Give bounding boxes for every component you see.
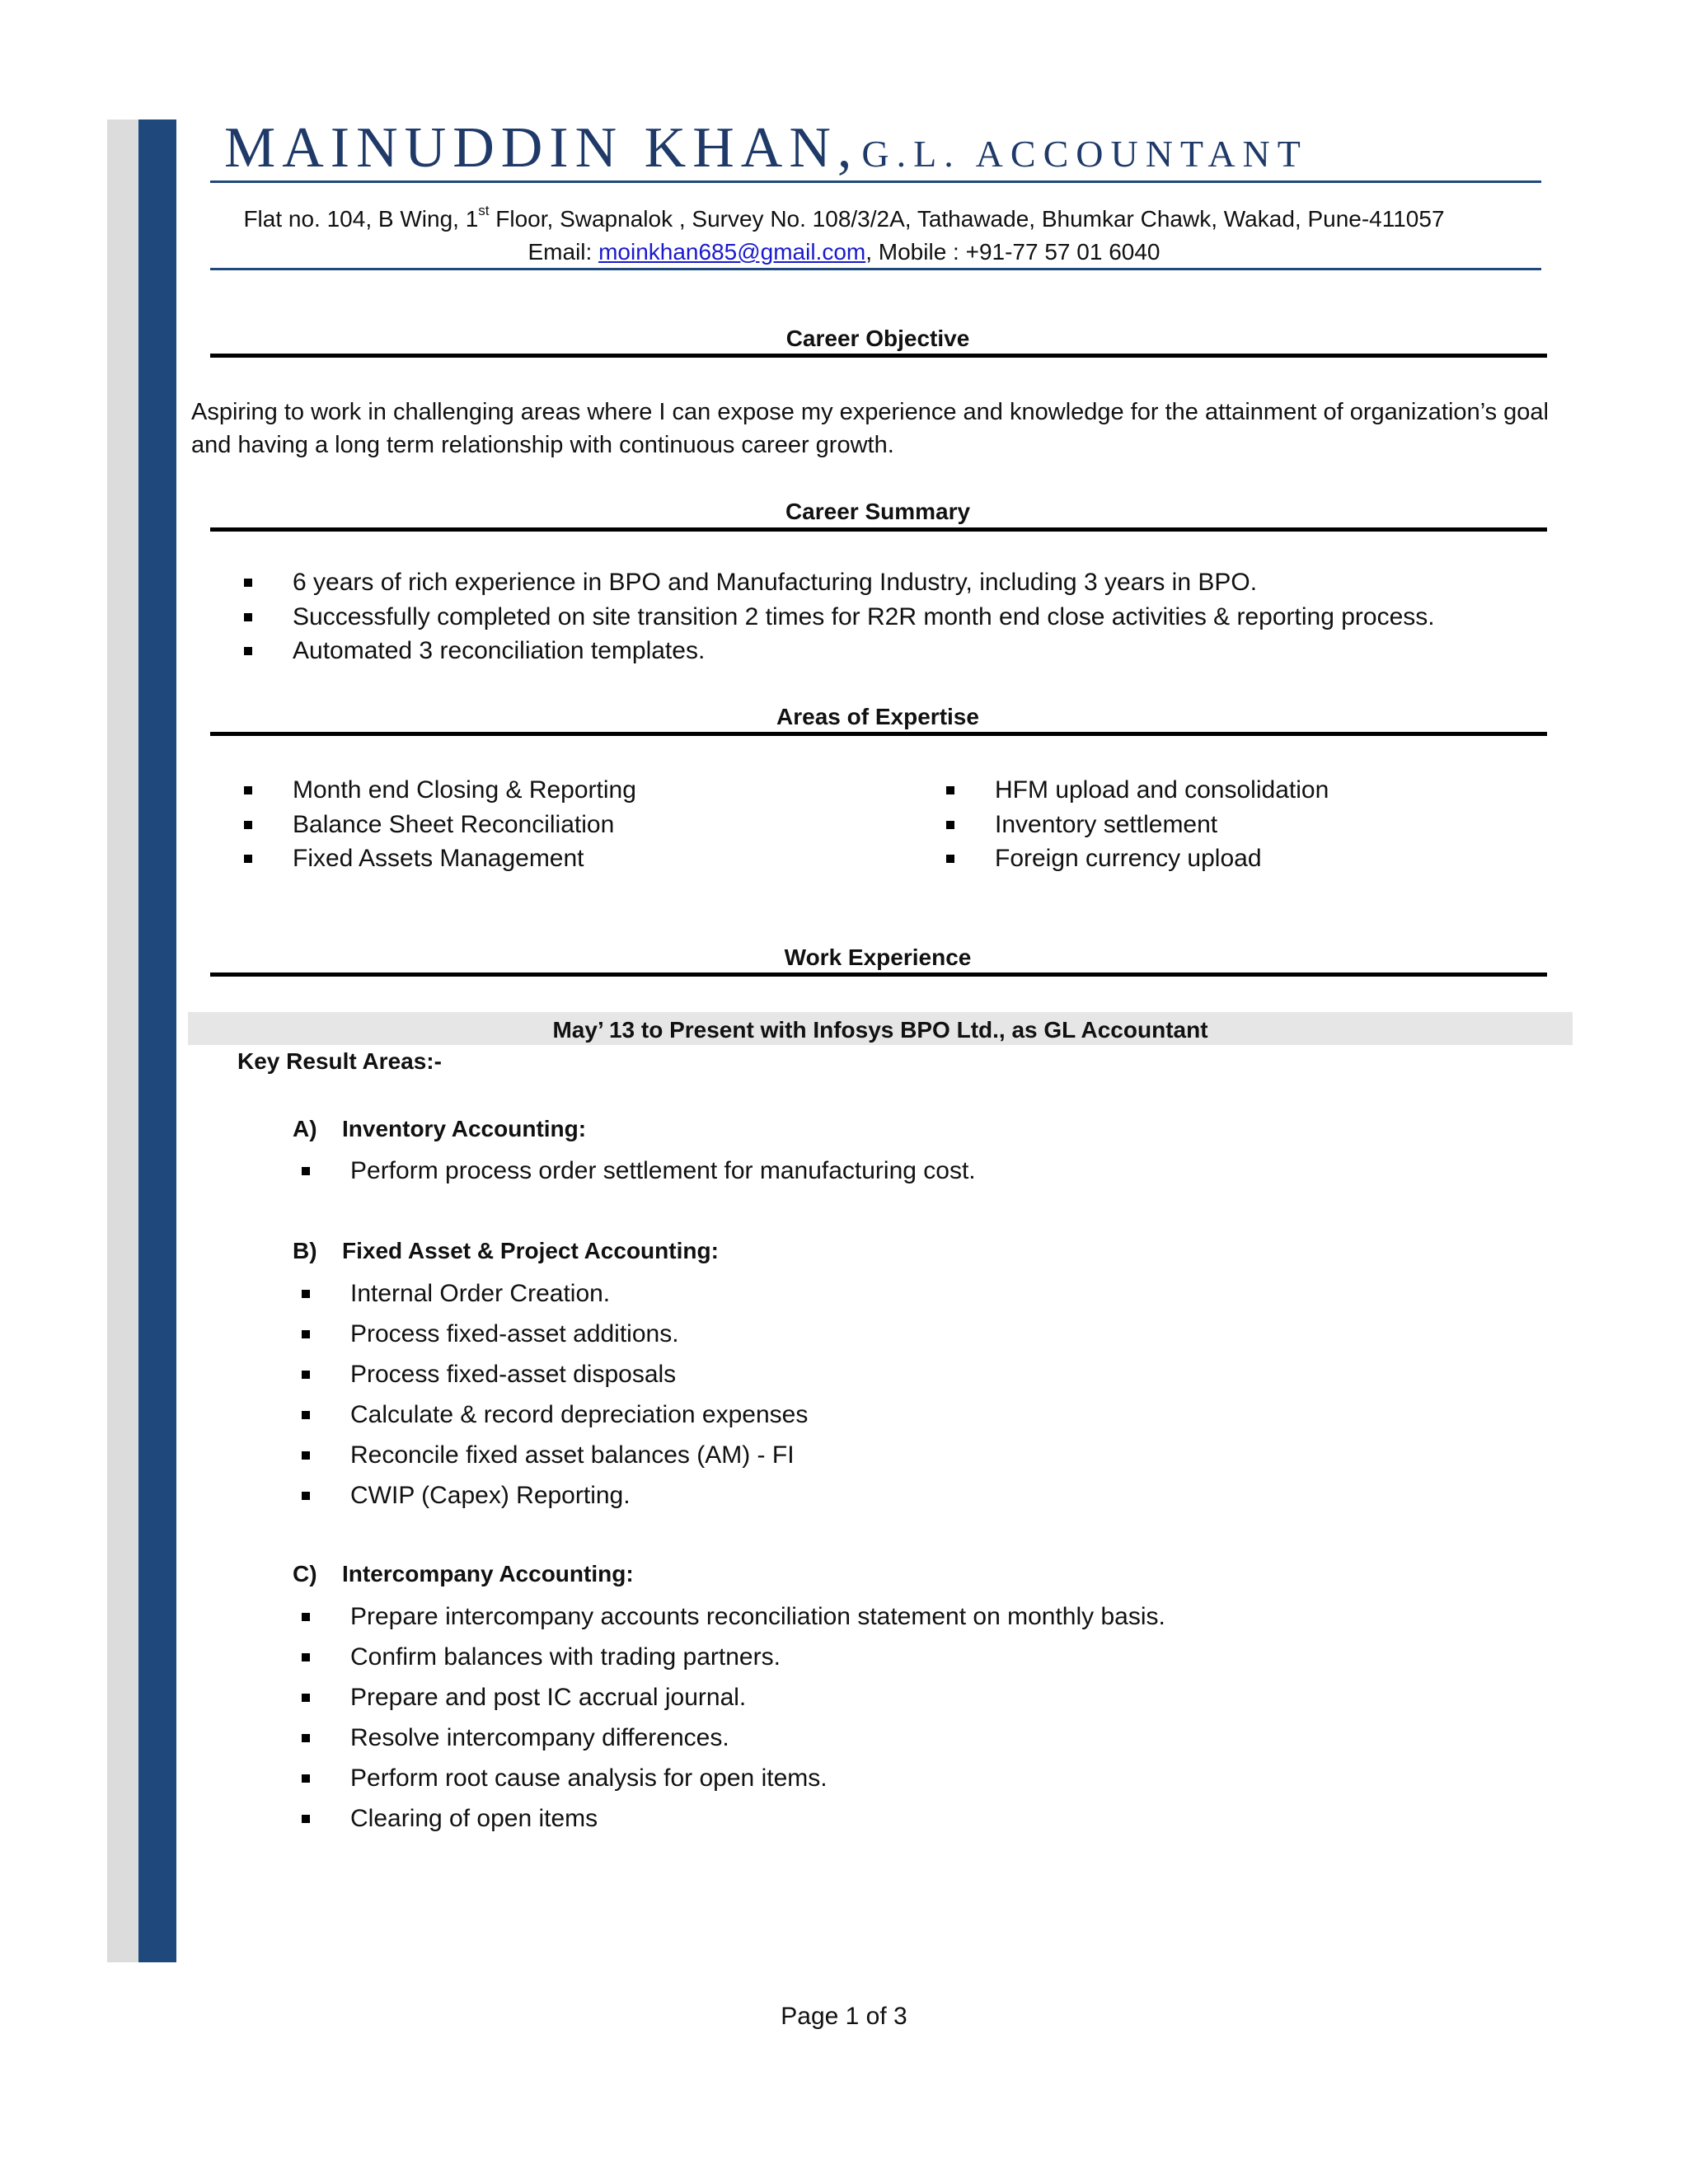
list-item: Inventory settlement — [995, 808, 1329, 842]
list-item: Reconcile fixed asset balances (AM) - FI — [350, 1435, 808, 1475]
list-item: Confirm balances with trading partners. — [350, 1637, 1165, 1677]
career-objective-rule — [210, 354, 1547, 358]
header-name — [224, 115, 1543, 181]
work-experience-heading: Work Experience — [784, 944, 972, 970]
job-title-band: May’ 13 to Present with Infosys BPO Ltd., as GL Accountant — [188, 1012, 1573, 1045]
work-experience-rule — [210, 972, 1547, 977]
list-item: Fixed Assets Management — [293, 841, 636, 876]
career-summary-list — [293, 565, 1435, 668]
list-item: Month end Closing & Reporting — [293, 773, 636, 808]
list-item: Foreign currency upload — [995, 841, 1329, 876]
career-summary-heading: Career Summary — [785, 499, 971, 524]
section-a-list — [350, 1151, 976, 1191]
person-name: MAINUDDIN KHAN, — [224, 116, 859, 180]
contact-line: Email: moinkhan685@gmail.com, Mobile : +91-77 57 01 6040 — [528, 239, 1160, 265]
left-margin-gray-bar — [107, 120, 138, 1962]
list-item: Perform root cause analysis for open items. — [350, 1758, 1165, 1798]
job-title: G.L. ACCOUNTANT — [861, 133, 1308, 175]
list-item: Prepare and post IC accrual journal. — [350, 1677, 1165, 1718]
list-item: Successfully completed on site transition 2 times for R2R month end close activities & reporting process. — [293, 600, 1435, 635]
list-item: HFM upload and consolidation — [995, 773, 1329, 808]
list-item: Process fixed-asset additions. — [350, 1314, 808, 1354]
list-item: CWIP (Capex) Reporting. — [350, 1475, 808, 1516]
list-item: Calculate & record depreciation expenses — [350, 1394, 808, 1435]
address-line: Flat no. 104, B Wing, 1st Floor, Swapnalok , Survey No. 108/3/2A, Tathawade, Bhumkar Chawk, Wakad, Pune-411057 — [243, 203, 1445, 232]
list-item: Resolve intercompany differences. — [350, 1718, 1165, 1758]
list-item: Internal Order Creation. — [350, 1273, 808, 1314]
header-rule-top — [210, 180, 1541, 183]
header-rule-bottom — [210, 268, 1541, 270]
list-item: Automated 3 reconciliation templates. — [293, 634, 1435, 668]
section-c-list — [350, 1596, 1165, 1839]
section-c-title: C) Intercompany Accounting: — [293, 1561, 634, 1586]
expertise-rule — [210, 732, 1547, 736]
left-margin-blue-bar — [138, 120, 176, 1962]
career-objective-text: Aspiring to work in challenging areas where I can expose my experience and knowledge for the attainment of organization’s goal and having a long term relationship with continuous career growth. — [191, 399, 1549, 458]
expertise-list-right — [995, 773, 1329, 876]
list-item: 6 years of rich experience in BPO and Manufacturing Industry, including 3 years in BPO. — [293, 565, 1435, 600]
list-item: Prepare intercompany accounts reconciliation statement on monthly basis. — [350, 1596, 1165, 1637]
email-link[interactable]: moinkhan685@gmail.com — [598, 239, 866, 265]
list-item: Clearing of open items — [350, 1798, 1165, 1839]
career-summary-rule — [210, 527, 1547, 532]
list-item: Process fixed-asset disposals — [350, 1354, 808, 1394]
expertise-heading: Areas of Expertise — [776, 704, 979, 729]
section-a-title: A) Inventory Accounting: — [293, 1116, 587, 1141]
page-number: Page 1 of 3 — [781, 2003, 907, 2030]
career-objective-heading: Career Objective — [785, 326, 970, 351]
section-b-list — [350, 1273, 808, 1516]
list-item: Perform process order settlement for manufacturing cost. — [350, 1151, 976, 1191]
key-result-areas-label: Key Result Areas:- — [237, 1048, 442, 1074]
section-b-title: B) Fixed Asset & Project Accounting: — [293, 1238, 719, 1263]
list-item: Balance Sheet Reconciliation — [293, 808, 636, 842]
expertise-list-left — [293, 773, 636, 876]
